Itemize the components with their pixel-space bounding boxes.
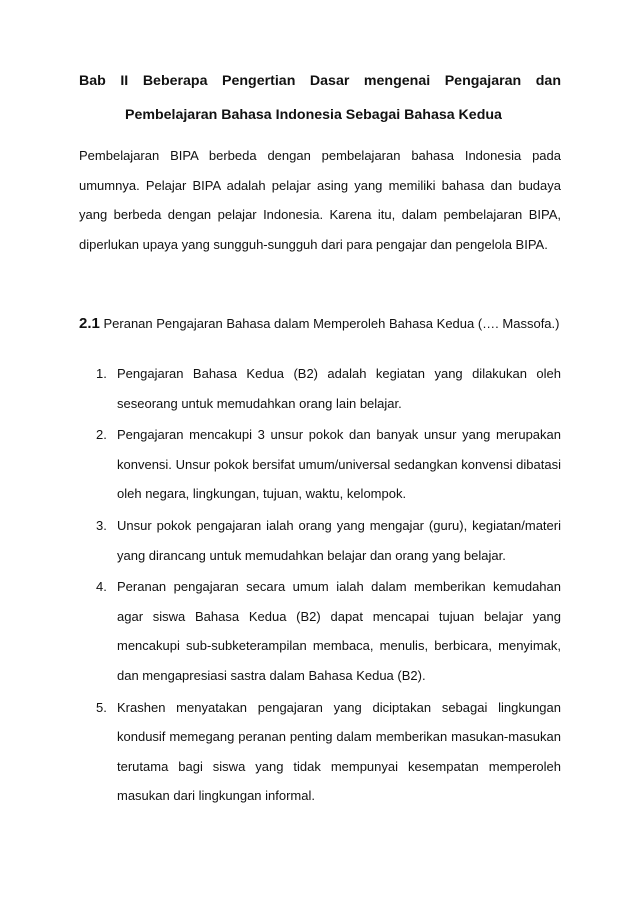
section-title: Peranan Pengajaran Bahasa dalam Memperoleh Bahasa Kedua (…. Massofa.) <box>103 316 560 331</box>
intro-paragraph: Pembelajaran BIPA berbeda dengan pembelajaran bahasa Indonesia pada umumnya. Pelajar BIPA adalah pelajar asing yang memiliki bahasa dan budaya yang berbeda dengan pelajar Indonesia. Karena itu, dalam pembelajaran BIPA, diperlukan upaya yang sungguh-sungguh dari para pengajar dan pengelola BIPA. <box>79 148 561 252</box>
list-item-text: Pengajaran Bahasa Kedua (B2) adalah kegiatan yang dilakukan oleh seseorang untuk memudahkan orang lain belajar. <box>117 366 561 411</box>
list-item <box>79 359 561 418</box>
list-item <box>79 511 561 570</box>
list-item-number: 3. <box>96 517 107 533</box>
list-item <box>79 572 561 690</box>
list-item-number: 4. <box>96 579 107 595</box>
chapter-heading <box>79 70 561 126</box>
list-item-text: Unsur pokok pengajaran ialah orang yang mengajar (guru), kegiatan/materi yang dirancang untuk memudahkan belajar dan orang yang belajar. <box>117 517 561 563</box>
chapter-heading-line-2: Pembelajaran Bahasa Indonesia Sebagai Bahasa Kedua <box>125 107 502 123</box>
chapter-heading-line-1: Bab II Beberapa Pengertian Dasar mengenai Pengajaran dan <box>79 73 561 89</box>
list-item-text: Peranan pengajaran secara umum ialah dalam memberikan kemudahan agar siswa Bahasa Kedua (B2) dapat mencapai tujuan belajar yang mencakupi sub-subketerampilan membaca, menulis, berbicara, menyimak, dan mengapresiasi sastra dalam Bahasa Kedua (B2). <box>117 579 561 683</box>
list-item-number: 1. <box>96 366 107 381</box>
list-item <box>79 420 561 509</box>
numbered-list <box>79 359 561 813</box>
list-item-text: Krashen menyatakan pengajaran yang diciptakan sebagai lingkungan kondusif memegang peranan penting dalam memberikan masukan-masukan terutama bagi siswa yang tidak mempunyai kesempatan memperoleh masukan dari lingkungan informal. <box>117 699 561 804</box>
list-item <box>79 693 561 811</box>
list-item-number: 2. <box>96 427 107 443</box>
section-heading <box>79 312 561 336</box>
section-number: 2.1 <box>79 315 100 332</box>
list-item-text: Pengajaran mencakupi 3 unsur pokok dan banyak unsur yang merupakan konvensi. Unsur pokok bersifat umum/universal sedangkan konvensi dibatasi oleh negara, lingkungan, tujuan, waktu, kelompok. <box>117 427 561 502</box>
list-item-number: 5. <box>96 699 107 715</box>
